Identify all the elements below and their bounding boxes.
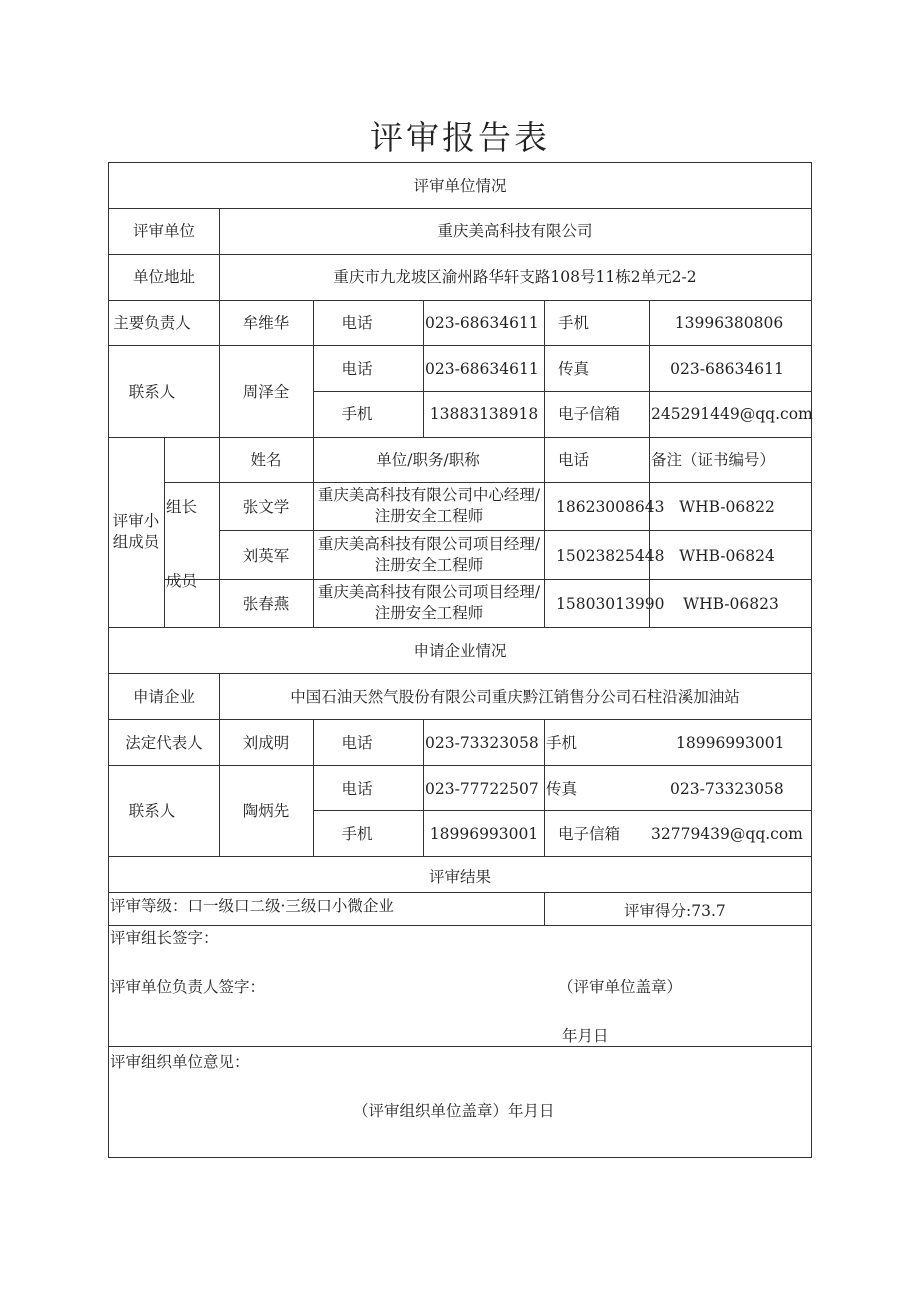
team-member-label: 成员: [166, 572, 198, 590]
row-divider: [219, 530, 812, 531]
section-heading-applicant: 申请企业情况: [413, 642, 507, 660]
applicant-contact-phone: 023-77722507: [425, 780, 539, 798]
row-divider: [108, 300, 812, 301]
legal-phone: 023-73323058: [425, 734, 539, 752]
team-leader-label: 组长: [166, 498, 198, 516]
section-heading-result: 评审结果: [428, 868, 492, 886]
col-divider: [423, 719, 424, 856]
col-divider: [219, 300, 220, 627]
head-label: 主要负责人: [113, 314, 191, 332]
col-divider: [219, 673, 220, 719]
team-header-note: 备注（证书编号）: [651, 451, 776, 469]
member-name: 张文学: [242, 498, 290, 516]
col-divider: [423, 300, 424, 437]
row-divider: [108, 892, 812, 893]
row-divider: [108, 765, 812, 766]
contact-email: 245291449@qq.com: [651, 405, 813, 423]
member-phone: 18623008643: [556, 498, 665, 516]
row-divider: [108, 856, 812, 857]
applicant-contact-name: 陶炳先: [242, 802, 290, 820]
review-unit-label: 评审单位: [132, 222, 196, 240]
contact-email-label: 电子信箱: [558, 405, 621, 423]
legal-mobile: 18996993001: [676, 734, 785, 752]
row-divider: [108, 627, 812, 628]
address-label: 单位地址: [132, 268, 196, 286]
applicant-contact-email-label: 电子信箱: [558, 825, 621, 843]
team-header-position: 单位/职务/职称: [376, 451, 480, 469]
legal-rep-label: 法定代表人: [125, 734, 203, 752]
org-seal-date: （评审组织单位盖章）年月日: [353, 1102, 555, 1120]
member-name: 刘英军: [242, 547, 290, 565]
row-divider: [108, 1046, 812, 1047]
applicant-contact-mobile-label: 手机: [341, 825, 373, 843]
contact-phone-label: 电话: [341, 360, 373, 378]
applicant-contact-email: 32779439@qq.com: [651, 825, 803, 843]
page-title: 评审报告表: [370, 118, 550, 157]
row-divider: [164, 579, 812, 580]
applicant-contact-phone-label: 电话: [341, 780, 373, 798]
applicant-contact-fax: 023-73323058: [670, 780, 784, 798]
applicant-contact-mobile: 18996993001: [429, 825, 539, 843]
head-phone-label: 电话: [341, 314, 373, 332]
row-divider: [108, 437, 812, 438]
row-divider: [313, 810, 812, 811]
row-divider: [108, 345, 812, 346]
applicant-contact-label: 联系人: [128, 802, 176, 820]
review-score: 评审得分:73.7: [624, 902, 726, 920]
col-divider: [164, 437, 165, 627]
head-mobile: 13996380806: [674, 314, 784, 332]
row-divider: [164, 482, 812, 483]
applicant-contact-fax-label: 传真: [546, 780, 578, 798]
row-divider: [108, 254, 812, 255]
col-divider: [544, 719, 545, 856]
col-divider: [219, 208, 220, 300]
col-divider: [313, 719, 314, 856]
head-signature-label: 评审单位负责人签字：: [110, 978, 266, 996]
contact-fax-label: 传真: [558, 360, 590, 378]
row-divider: [108, 208, 812, 209]
row-divider: [108, 673, 812, 674]
row-divider: [108, 925, 812, 926]
col-divider: [544, 300, 545, 627]
head-mobile-label: 手机: [558, 314, 590, 332]
contact-fax: 023-68634611: [670, 360, 784, 378]
review-unit-value: 重庆美高科技有限公司: [437, 222, 593, 240]
legal-rep-name: 刘成明: [242, 734, 290, 752]
member-phone: 15803013990: [556, 595, 665, 613]
contact-name: 周泽全: [242, 383, 290, 401]
head-phone: 023-68634611: [425, 314, 539, 332]
member-cert: WHB-06824: [679, 547, 775, 565]
contact-mobile-label: 手机: [341, 405, 373, 423]
applicant-company-value: 中国石油天然气股份有限公司重庆黔江销售分公司石柱沿溪加油站: [290, 688, 740, 706]
member-phone: 15023825448: [556, 547, 665, 565]
legal-mobile-label: 手机: [546, 734, 578, 752]
member-cert: WHB-06823: [683, 595, 779, 613]
head-name: 牟维华: [242, 314, 290, 332]
member-position: 重庆美高科技有限公司项目经理/注册安全工程师: [317, 583, 541, 622]
applicant-company-label: 申请企业: [132, 688, 196, 706]
member-name: 张春燕: [242, 595, 290, 613]
section-heading-review-unit: 评审单位情况: [413, 177, 507, 195]
col-divider: [544, 892, 545, 925]
team-header-phone: 电话: [558, 451, 590, 469]
col-divider: [649, 300, 650, 627]
review-date: 年月日: [562, 1027, 609, 1045]
team-label: 评审小组成员: [112, 512, 160, 551]
leader-signature-label: 评审组长签字：: [110, 929, 219, 947]
review-unit-seal: （评审单位盖章）: [558, 978, 683, 996]
org-opinion-label: 评审组织单位意见：: [110, 1053, 250, 1071]
team-header-name: 姓名: [250, 451, 282, 469]
legal-phone-label: 电话: [341, 734, 373, 752]
member-cert: WHB-06822: [679, 498, 775, 516]
col-divider: [313, 300, 314, 627]
col-divider: [219, 719, 220, 856]
member-position: 重庆美高科技有限公司项目经理/注册安全工程师: [317, 535, 541, 574]
row-divider: [108, 719, 812, 720]
contact-label: 联系人: [128, 383, 176, 401]
review-level: 评审等级：口一级口二级·三级口小微企业: [110, 897, 394, 915]
row-divider: [313, 391, 812, 392]
address-value: 重庆市九龙坡区渝州路华轩支路108号11栋2单元2-2: [333, 268, 697, 286]
member-position: 重庆美高科技有限公司中心经理/注册安全工程师: [317, 486, 541, 525]
contact-mobile: 13883138918: [429, 405, 539, 423]
contact-phone: 023-68634611: [425, 360, 539, 378]
